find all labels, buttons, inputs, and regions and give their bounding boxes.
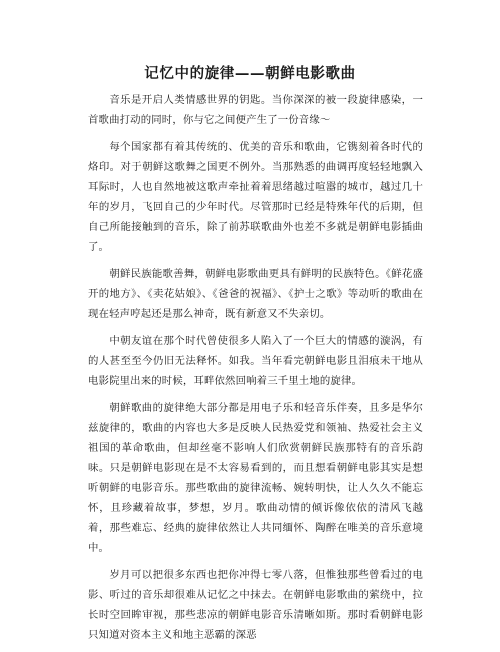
paragraph: 朝鲜民族能歌善舞，朝鲜电影歌曲更具有鲜明的民族特色。《鲜花盛开的地方》、《卖花姑娘》、《爸爸的祝福》、《护士之歌》等动听的歌曲在现在轻声哼起还是那么神奇，既有新意又不失亲切。: [88, 268, 423, 320]
document-title: 记忆中的旋律——朝鲜电影歌曲: [144, 65, 356, 82]
paragraph: 岁月可以把很多东西也把你冲得七零八落，但惟独那些曾看过的电影、听过的音乐却很难从记忆之中抹去。在朝鲜电影歌曲的萦绕中，拉长时空回眸审视，那些悲凉的朝鲜电影音乐清晰如斯。那时看朝鲜电影只知道对资本主义和地主恶霸的深恶: [88, 569, 423, 641]
paragraph: 中朝友谊在那个时代曾使很多人陷入了一个巨大的情感的漩涡，有的人甚至至今仍旧无法释怀。如我。当年看完朝鲜电影且泪痕未干地从电影院里出来的时候，耳畔依然回响着三千里土地的旋律。: [88, 335, 423, 387]
document-body: [88, 90, 423, 652]
paragraph: 朝鲜歌曲的旋律绝大部分都是用电子乐和轻音乐伴奏，且多是华尔兹旋律的，歌曲的内容也大多是反映人民热爱党和领袖、热爱社会主义祖国的革命歌曲，但却丝毫不影响人们欣赏朝鲜民族那特有的音乐韵味。只是朝鲜电影现在是不太容易看到的，而且想看朝鲜电影其实是想听朝鲜的电影音乐。那些歌曲的旋律流畅、婉转明快，让人久久不能忘怀，且珍藏着故事，梦想，岁月。歌曲动情的倾诉像依依的清风飞越着，那些难忘、经典的旋律依然让人共同缅怀、陶醉在唯美的音乐意境中。: [88, 402, 423, 554]
paragraph: 每个国家都有着其传统的、优美的音乐和歌曲，它镌刻着各时代的烙印。对于朝鲜这歌舞之国更不例外。当那熟悉的曲调再度轻轻地飘入耳际时，人也自然地被这歌声牵扯着着思绪越过喧嚣的城市，越过几十年的岁月，飞回自己的少年时代。尽管那时已经是特殊年代的后期，但自己所能接触到的音乐，除了前苏联歌曲外也差不多就是朝鲜电影插曲了。: [88, 141, 423, 253]
paragraph: 音乐是开启人类情感世界的钥匙。当你深深的被一段旋律感染，一首歌曲打动的同时，你与它之间便产生了一份音缘～: [88, 94, 423, 126]
